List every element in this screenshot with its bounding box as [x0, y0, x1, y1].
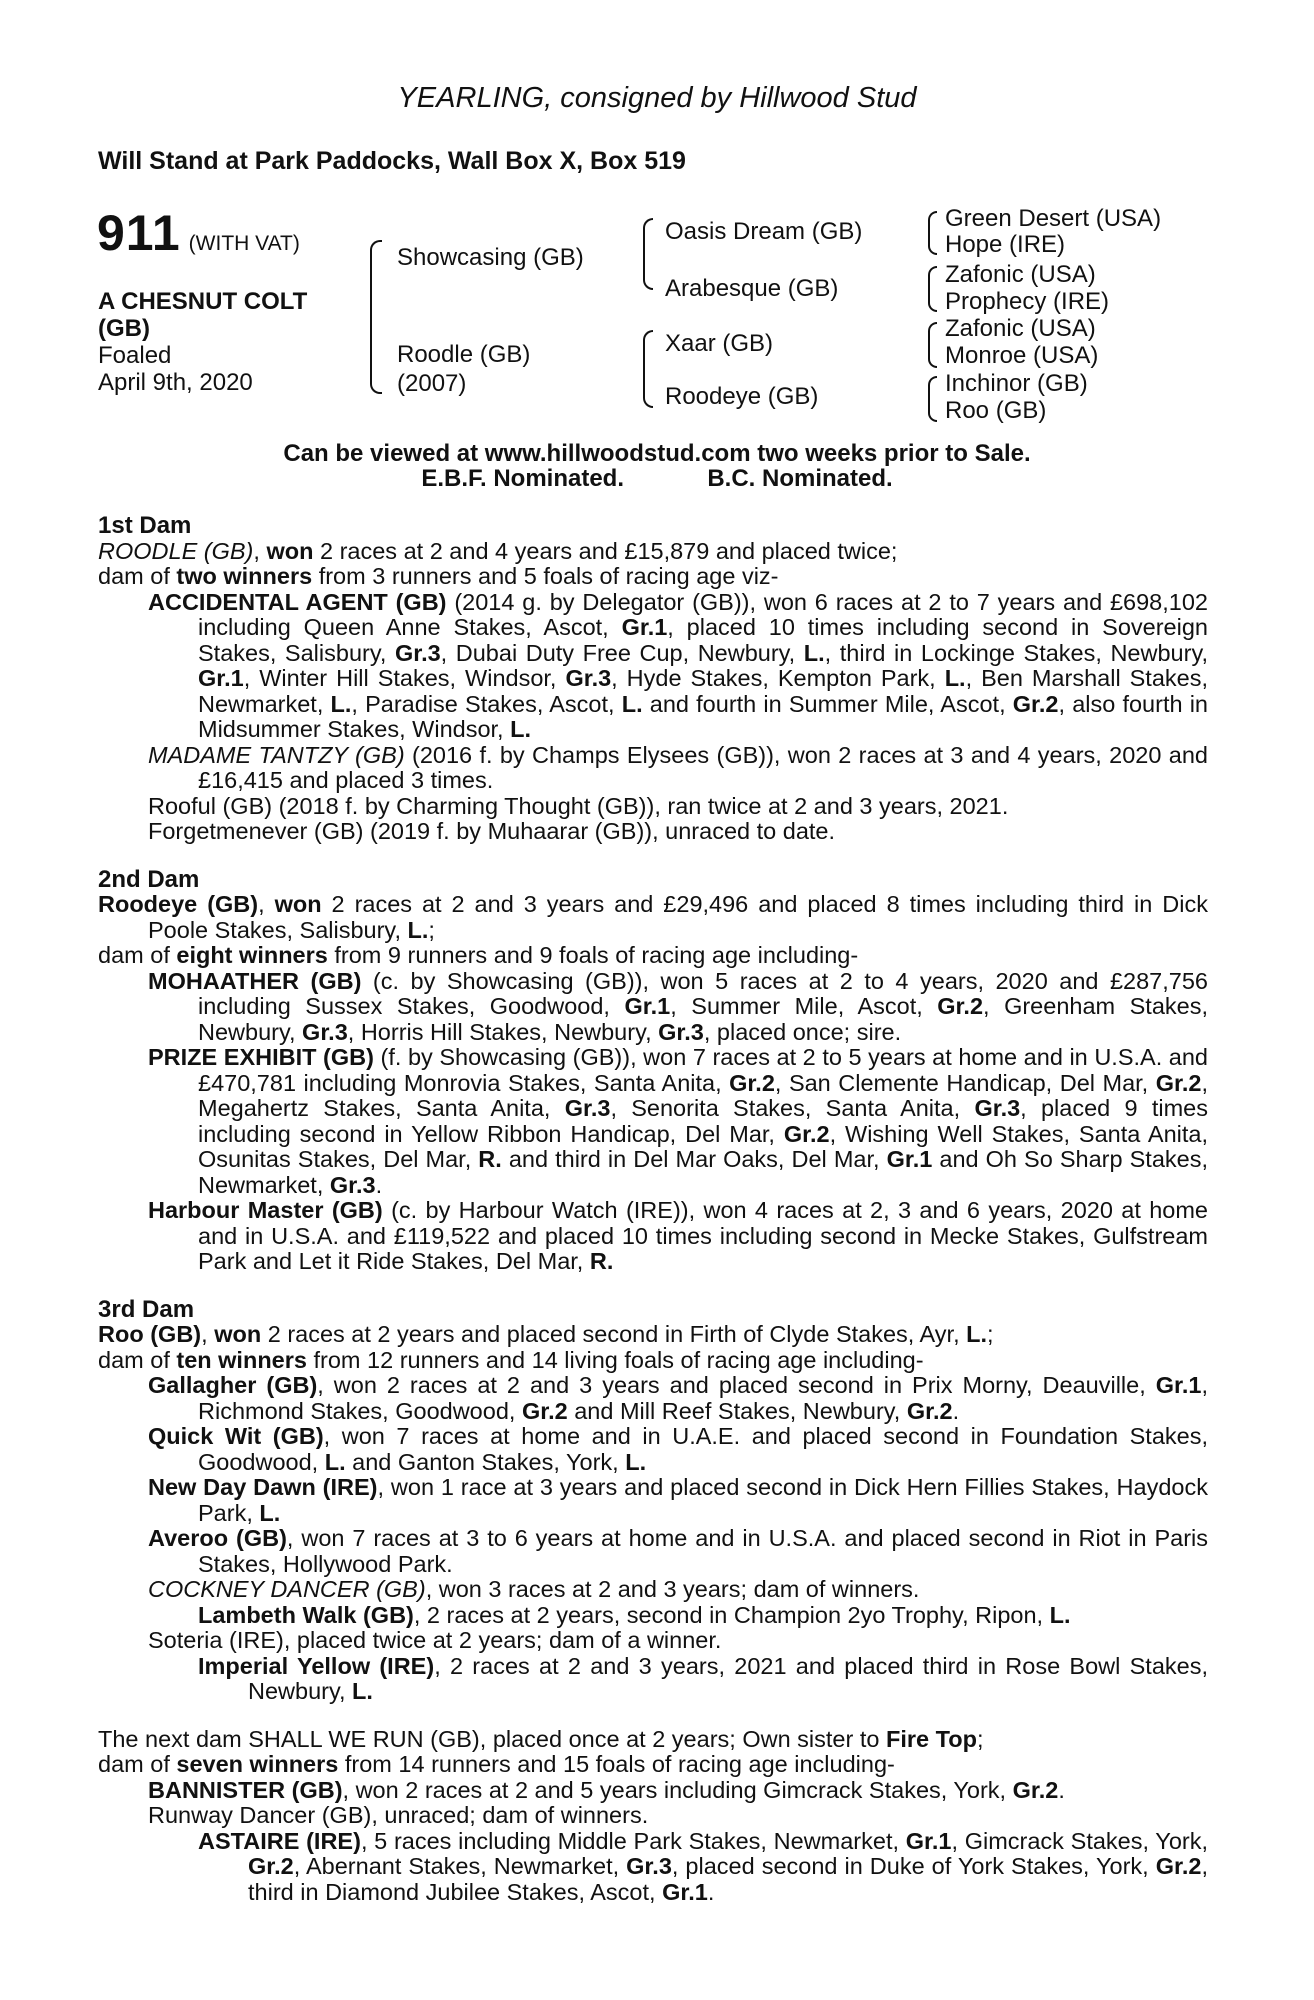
granddam-6: Monroe (USA) — [945, 342, 1099, 369]
grandsire-5: Zafonic (USA) — [945, 315, 1096, 342]
dam: Roodle (GB) — [397, 341, 531, 368]
next-dam-text: The next dam SHALL WE RUN (GB), placed once at 2 years; Own sister to Fire Top; — [98, 1725, 984, 1752]
produce-soteria: Soteria (IRE), placed twice at 2 years; dam of a winner. — [148, 1627, 722, 1653]
produce-new-day-dawn: New Day Dawn (IRE), won 1 race at 3 years and placed second in Dick Hern Fillies Stakes, Haydock Park, L. — [148, 1474, 1208, 1526]
sire-dam: Arabesque (GB) — [665, 275, 839, 302]
ebf-nominated: E.B.F. Nominated. — [421, 465, 624, 492]
first-dam-text: ROODLE (GB), won 2 races at 2 and 4 years and £15,879 and placed twice; — [98, 537, 898, 564]
dam-records: 1st Dam ROODLE (GB), won 2 races at 2 and 4 years and £15,879 and placed twice; dam of two winners from 3 runners and 5 foals of racing age viz- ACCIDENTAL AGENT (GB) (2014 g. by Delegator (GB)), won 6 races at 2 to 7 years and £698,102 including Queen Anne Stakes, Ascot, Gr.1, placed 10 times including second in Sovereign Stakes, Salisbury, Gr.3, Dubai Duty Free Cup, Newbury, L., third in Lockinge Stakes, Newbury, Gr.1, Winter Hill Stakes, Windsor, Gr.3, Hyde Stakes, Kempton Park, L., Ben Marshall Stakes, Newmarket, L., Paradise Stakes, Ascot, L. and fourth in Summer Mile, Ascot, Gr.2, also fourth in Midsummer Stakes, Windsor, L. MADAME TANTZY (GB) (2016 f. by Champs Elysees (GB)), won 2 races at 3 and 4 years, 2020 and £16,415 and placed 3 times. Rooful (GB) (2018 f. by Charming Thought (GB)), ran twice at 2 and 3 years, 2021. Forgetmenever (GB) (2019 f. by Muhaarar (GB)), unraced to date. 2nd Dam Roodeye (GB), won 2 races at 2 and 3 years and £29,496 and placed 8 times including third in Dick Poole Stakes, Salisbury, L.; dam of eight winners from 9 runners and 9 foals of racing age including- MOHAATHER (GB) (c. by Showcasing (GB)), won 5 races at 2 to 4 years, 2020 and £287,756 including Sussex Stakes, Goodwood, Gr.1, Summer Mile, Ascot, Gr.2, Greenham Stakes, Newbury, Gr.3, Horris Hill Stakes, Newbury, Gr.3, placed once; sire. PRIZE EXHIBIT (GB) (f. by Showcasing (GB)), won 7 races at 2 to 5 years at home and in U.S.A. and £470,781 including Monrovia Stakes, Santa Anita, Gr.2, San Clemente Handicap, Del Mar, Gr.2, Megahertz Stakes, Santa Anita, Gr.3, Senorita Stakes, Santa Anita, Gr.3, placed 9 times including second in Yellow Ribbon Handicap, Del Mar, Gr.2, Wishing Well Stakes, Santa Anita, Osunitas Stakes, Del Mar, R. and third in Del Mar Oaks, Del Mar, Gr.1 and Oh So Sharp Stakes, Newmarket, Gr.3. Harbour Master (GB) (c. by Harbour Watch (IRE)), won 4 races at 2, 3 and 6 years, 2020 at home and in U.S.A. and £119,522 and placed 10 times including second in Mecke Stakes, Gulfstream Park and Let it Ride Stakes, Del Mar, R. 3rd Dam Roo (GB), won 2 races at 2 years and placed second in Firth of Clyde Stakes, Ayr, L.; dam of ten winners from 12 runners and 14 living foals of racing age including- Gallagher (GB), won 2 races at 2 and 3 years and placed second in Prix Morny, Deauville, Gr.1, Richmond Stakes, Goodwood, Gr.2 and Mill Reef Stakes, Newbury, Gr.2. Quick Wit (GB), won 7 races at home and in U.A.E. and placed second in Foundation Stakes, Goodwood, L. and Ganton Stakes, York, L. New Day Dawn (IRE), won 1 race at 3 years and placed second in Dick Hern Fillies Stakes, Haydock Park, L. Averoo (GB), won 7 races at 3 to 6 years at home and in U.S.A. and placed second in Riot in Paris Stakes, Hollywood Park. COCKNEY DANCER (GB), won 3 races at 2 and 3 years; dam of winners. Lambeth Walk (GB), 2 races at 2 years, second in Champion 2yo Trophy, Ripon, L. Soteria (IRE), placed twice at 2 years; dam of a winner. Imperial Yellow (IRE), 2 races at 2 and 3 years, 2021 and placed third in Rose Bowl Stakes, Newbury, L. The next dam SHALL WE RUN (GB), placed once at 2 years; Own sister to Fire Top; dam of seven winners from 14 runners and 15 foals of racing age including- BANNISTER (GB), won 2 races at 2 and 5 years including Gimcrack Stakes, York, Gr.2. Runway Dancer (GB), unraced; dam of winners. ASTAIRE (IRE), 5 races including Middle Park Stakes, Newmarket, Gr.1, Gimcrack Stakes, York, Gr.2, Abernant Stakes, Newmarket, Gr.3, placed second in Duke of York Stakes, York, Gr.2, third in Diamond Jubilee Stakes, Ascot, Gr.1. — [98, 512, 1209, 1905]
produce-accidental-agent: ACCIDENTAL AGENT (GB) (2014 g. by Delegator (GB)), won 6 races at 2 to 7 years and £698,102 including Queen Anne Stakes, Ascot, Gr.1, placed 10 times including second in Sovereign Stakes, Salisbury, Gr.3, Dubai Duty Free Cup, Newbury, L., third in Lockinge Stakes, Newbury, Gr.1, Winter Hill Stakes, Windsor, Gr.3, Hyde Stakes, Kempton Park, L., Ben Marshall Stakes, Newmarket, L., Paradise Stakes, Ascot, L. and fourth in Summer Mile, Ascot, Gr.2, also fourth in Midsummer Stakes, Windsor, L. — [148, 588, 1209, 742]
bc-nominated: B.C. Nominated. — [707, 465, 893, 492]
brace-sire-parents — [643, 218, 653, 290]
produce-prize-exhibit: PRIZE EXHIBIT (GB) (f. by Showcasing (GB)), won 7 races at 2 to 5 years at home and in U.S.A. and £470,781 including Monrovia Stakes, Santa Anita, Gr.2, San Clemente Handicap, Del Mar, Gr.2, Megahertz Stakes, Santa Anita, Gr.3, Senorita Stakes, Santa Anita, Gr.3, placed 9 times including second in Yellow Ribbon Handicap, Del Mar, Gr.2, Wishing Well Stakes, Santa Anita, Osunitas Stakes, Del Mar, R. and third in Del Mar Oaks, Del Mar, Gr.1 and Oh So Sharp Stakes, Newmarket, Gr.3. — [148, 1044, 1208, 1198]
produce-averoo: Averoo (GB), won 7 races at 3 to 6 years at home and in U.S.A. and placed second in Riot in Paris Stakes, Hollywood Park. — [148, 1525, 1208, 1577]
nominations — [0, 465, 1314, 493]
brace-g56 — [928, 322, 937, 368]
brace-colt — [358, 240, 370, 394]
produce-runway-dancer: Runway Dancer (GB), unraced; dam of winners. — [148, 1802, 649, 1828]
third-dam-text: Roo (GB), won 2 races at 2 years and placed second in Firth of Clyde Stakes, Ayr, L.; — [98, 1321, 994, 1347]
brace-g78 — [928, 376, 937, 422]
stand-location: Will Stand at Park Paddocks, Wall Box X, Box 519 — [98, 147, 686, 175]
granddam-8: Roo (GB) — [945, 397, 1047, 424]
produce-gallagher: Gallagher (GB), won 2 races at 2 and 3 years and placed second in Prix Morny, Deauville, Gr.1, Richmond Stakes, Goodwood, Gr.2 and Mill Reef Stakes, Newbury, Gr.2. — [148, 1372, 1208, 1424]
sire: Showcasing (GB) — [397, 244, 584, 271]
produce-roofful: Rooful (GB) (2018 f. by Charming Thought (GB)), ran twice at 2 and 3 years, 2021. — [148, 792, 1009, 819]
produce-mohaather: MOHAATHER (GB) (c. by Showcasing (GB)), won 5 races at 2 to 4 years, 2020 and £287,756 including Sussex Stakes, Goodwood, Gr.1, Summer Mile, Ascot, Gr.2, Greenham Stakes, Newbury, Gr.3, Horris Hill Stakes, Newbury, Gr.3, placed once; sire. — [148, 967, 1208, 1045]
colt-origin: (GB) — [98, 315, 150, 342]
foaled-label: Foaled — [98, 342, 172, 369]
grandsire-1: Green Desert (USA) — [945, 205, 1162, 232]
colt-description: A CHESNUT COLT — [98, 288, 308, 315]
produce-quick-wit: Quick Wit (GB), won 7 races at home and in U.A.E. and placed second in Foundation Stakes, Goodwood, L. and Ganton Stakes, York, L. — [148, 1423, 1208, 1475]
second-dam-text: Roodeye (GB), won 2 races at 2 and 3 years and £29,496 and placed 8 times including third in Dick Poole Stakes, Salisbury, L.; — [98, 891, 1208, 943]
brace-g12 — [928, 211, 937, 255]
first-dam-heading: 1st Dam — [98, 512, 192, 539]
granddam-4: Prophecy (IRE) — [945, 288, 1110, 315]
produce-harbour-master: Harbour Master (GB) (c. by Harbour Watch (IRE)), won 4 races at 2, 3 and 6 years, 2020 at home and in U.S.A. and £119,522 and placed 10 times including second in Mecke Stakes, Gulfstream Park and Let it Ride Stakes, Del Mar, R. — [148, 1197, 1208, 1274]
produce-bannister: BANNISTER (GB), won 2 races at 2 and 5 years including Gimcrack Stakes, York, Gr.2. — [148, 1776, 1065, 1803]
brace-g34 — [928, 266, 937, 312]
second-dam-heading: 2nd Dam — [98, 865, 200, 893]
dam-year: (2007) — [397, 370, 467, 397]
lot-number: 911 — [97, 205, 181, 261]
produce-imperial-yellow: Imperial Yellow (IRE), 2 races at 2 and 3 years, 2021 and placed third in Rose Bowl Stakes, Newbury, L. — [198, 1652, 1208, 1704]
vat-note: (WITH VAT) — [188, 232, 300, 255]
produce-forgetmenever: Forgetmenever (GB) (2019 f. by Muhaarar (GB)), unraced to date. — [148, 818, 836, 844]
produce-lambeth-walk: Lambeth Walk (GB), 2 races at 2 years, second in Champion 2yo Trophy, Ripon, L. — [198, 1601, 1071, 1628]
produce-astaire: ASTAIRE (IRE), 5 races including Middle Park Stakes, Newmarket, Gr.1, Gimcrack Stakes, York, Gr.2, Abernant Stakes, Newmarket, Gr.3, placed second in Duke of York Stakes, York, Gr.2, third in Diamond Jubilee Stakes, Ascot, Gr.1. — [198, 1827, 1208, 1905]
grandsire-7: Inchinor (GB) — [945, 370, 1088, 397]
consignment-title: YEARLING, consigned by Hillwood Stud — [397, 82, 917, 114]
foaled-date: April 9th, 2020 — [98, 369, 253, 396]
granddam-2: Hope (IRE) — [945, 231, 1066, 258]
third-dam-heading: 3rd Dam — [98, 1295, 195, 1323]
grandsire-3: Zafonic (USA) — [945, 261, 1096, 288]
produce-cockney-dancer: COCKNEY DANCER (GB), won 3 races at 2 and 3 years; dam of winners. — [148, 1576, 920, 1602]
sire-sire: Oasis Dream (GB) — [665, 218, 863, 245]
lot-header — [97, 204, 300, 262]
lot-description — [98, 288, 307, 396]
produce-madame-tantzy: MADAME TANTZY (GB) (2016 f. by Champs Elysees (GB)), won 2 races at 3 and 4 years, 2020 and £16,415 and placed 3 times. — [148, 741, 1208, 793]
dam-sire: Xaar (GB) — [665, 330, 774, 357]
dam-dam: Roodeye (GB) — [665, 383, 819, 410]
brace-dam-parents — [643, 330, 653, 408]
brace-sire-dam — [370, 240, 382, 394]
viewing-note: Can be viewed at www.hillwoodstud.com two weeks prior to Sale. — [283, 440, 1031, 467]
